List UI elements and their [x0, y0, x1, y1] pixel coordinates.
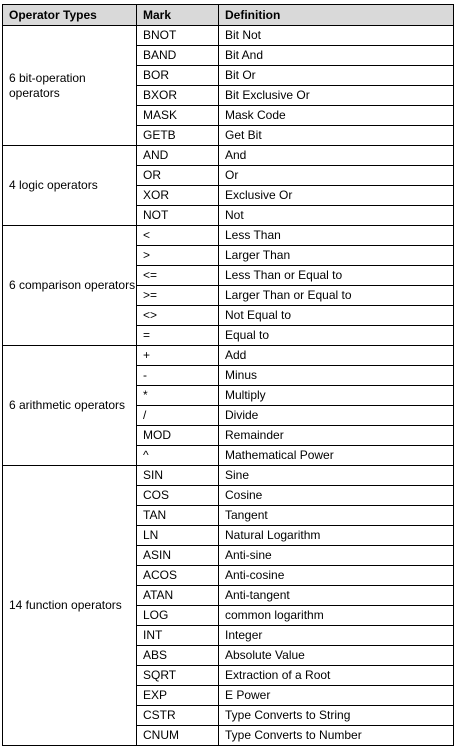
definition-cell: Minus	[219, 366, 454, 386]
mark-cell: BAND	[137, 46, 219, 66]
mark-cell: >=	[137, 286, 219, 306]
definition-cell: Bit Or	[219, 66, 454, 86]
mark-cell: ASIN	[137, 546, 219, 566]
mark-cell: <>	[137, 306, 219, 326]
definition-cell: Exclusive Or	[219, 186, 454, 206]
mark-cell: TAN	[137, 506, 219, 526]
mark-cell: MASK	[137, 106, 219, 126]
table-body	[3, 26, 454, 746]
table-header	[3, 5, 454, 26]
mark-cell: INT	[137, 626, 219, 646]
definition-cell: And	[219, 146, 454, 166]
mark-cell: CNUM	[137, 726, 219, 746]
operators-table	[2, 4, 454, 746]
mark-cell: XOR	[137, 186, 219, 206]
definition-cell: Multiply	[219, 386, 454, 406]
definition-cell: Less Than	[219, 226, 454, 246]
operator-type-cell: 6 arithmetic operators	[3, 346, 137, 466]
definition-cell: Anti-sine	[219, 546, 454, 566]
definition-cell: E Power	[219, 686, 454, 706]
mark-cell: *	[137, 386, 219, 406]
mark-cell: -	[137, 366, 219, 386]
definition-cell: common logarithm	[219, 606, 454, 626]
definition-cell: Add	[219, 346, 454, 366]
definition-cell: Tangent	[219, 506, 454, 526]
definition-cell: Mathematical Power	[219, 446, 454, 466]
definition-cell: Bit Not	[219, 26, 454, 46]
definition-cell: Natural Logarithm	[219, 526, 454, 546]
mark-cell: GETB	[137, 126, 219, 146]
definition-cell: Bit Exclusive Or	[219, 86, 454, 106]
definition-cell: Mask Code	[219, 106, 454, 126]
mark-cell: ^	[137, 446, 219, 466]
definition-cell: Integer	[219, 626, 454, 646]
table-row	[3, 226, 454, 246]
header-row	[3, 5, 454, 26]
definition-cell: Type Converts to String	[219, 706, 454, 726]
mark-cell: LN	[137, 526, 219, 546]
definition-cell: Get Bit	[219, 126, 454, 146]
mark-cell: SIN	[137, 466, 219, 486]
definition-cell: Extraction of a Root	[219, 666, 454, 686]
mark-cell: >	[137, 246, 219, 266]
definition-cell: Remainder	[219, 426, 454, 446]
mark-cell: BOR	[137, 66, 219, 86]
definition-cell: Type Converts to Number	[219, 726, 454, 746]
mark-cell: BNOT	[137, 26, 219, 46]
header-mark: Mark	[137, 5, 219, 26]
operator-type-cell: 6 bit-operation operators	[3, 26, 137, 146]
definition-cell: Divide	[219, 406, 454, 426]
mark-cell: +	[137, 346, 219, 366]
operator-type-cell: 14 function operators	[3, 466, 137, 746]
mark-cell: AND	[137, 146, 219, 166]
mark-cell: =	[137, 326, 219, 346]
table-row	[3, 466, 454, 486]
mark-cell: NOT	[137, 206, 219, 226]
operator-type-cell: 4 logic operators	[3, 146, 137, 226]
definition-cell: Not	[219, 206, 454, 226]
table-row	[3, 26, 454, 46]
mark-cell: <	[137, 226, 219, 246]
mark-cell: SQRT	[137, 666, 219, 686]
mark-cell: OR	[137, 166, 219, 186]
definition-cell: Larger Than or Equal to	[219, 286, 454, 306]
mark-cell: COS	[137, 486, 219, 506]
definition-cell: Equal to	[219, 326, 454, 346]
definition-cell: Larger Than	[219, 246, 454, 266]
mark-cell: LOG	[137, 606, 219, 626]
mark-cell: BXOR	[137, 86, 219, 106]
table-row	[3, 346, 454, 366]
mark-cell: /	[137, 406, 219, 426]
definition-cell: Not Equal to	[219, 306, 454, 326]
header-definition: Definition	[219, 5, 454, 26]
definition-cell: Or	[219, 166, 454, 186]
mark-cell: EXP	[137, 686, 219, 706]
mark-cell: ACOS	[137, 566, 219, 586]
definition-cell: Cosine	[219, 486, 454, 506]
definition-cell: Anti-cosine	[219, 566, 454, 586]
header-operator-types: Operator Types	[3, 5, 137, 26]
table-row	[3, 146, 454, 166]
mark-cell: ABS	[137, 646, 219, 666]
mark-cell: ATAN	[137, 586, 219, 606]
definition-cell: Bit And	[219, 46, 454, 66]
definition-cell: Sine	[219, 466, 454, 486]
operator-type-cell: 6 comparison operators	[3, 226, 137, 346]
mark-cell: MOD	[137, 426, 219, 446]
mark-cell: <=	[137, 266, 219, 286]
mark-cell: CSTR	[137, 706, 219, 726]
definition-cell: Absolute Value	[219, 646, 454, 666]
definition-cell: Less Than or Equal to	[219, 266, 454, 286]
definition-cell: Anti-tangent	[219, 586, 454, 606]
